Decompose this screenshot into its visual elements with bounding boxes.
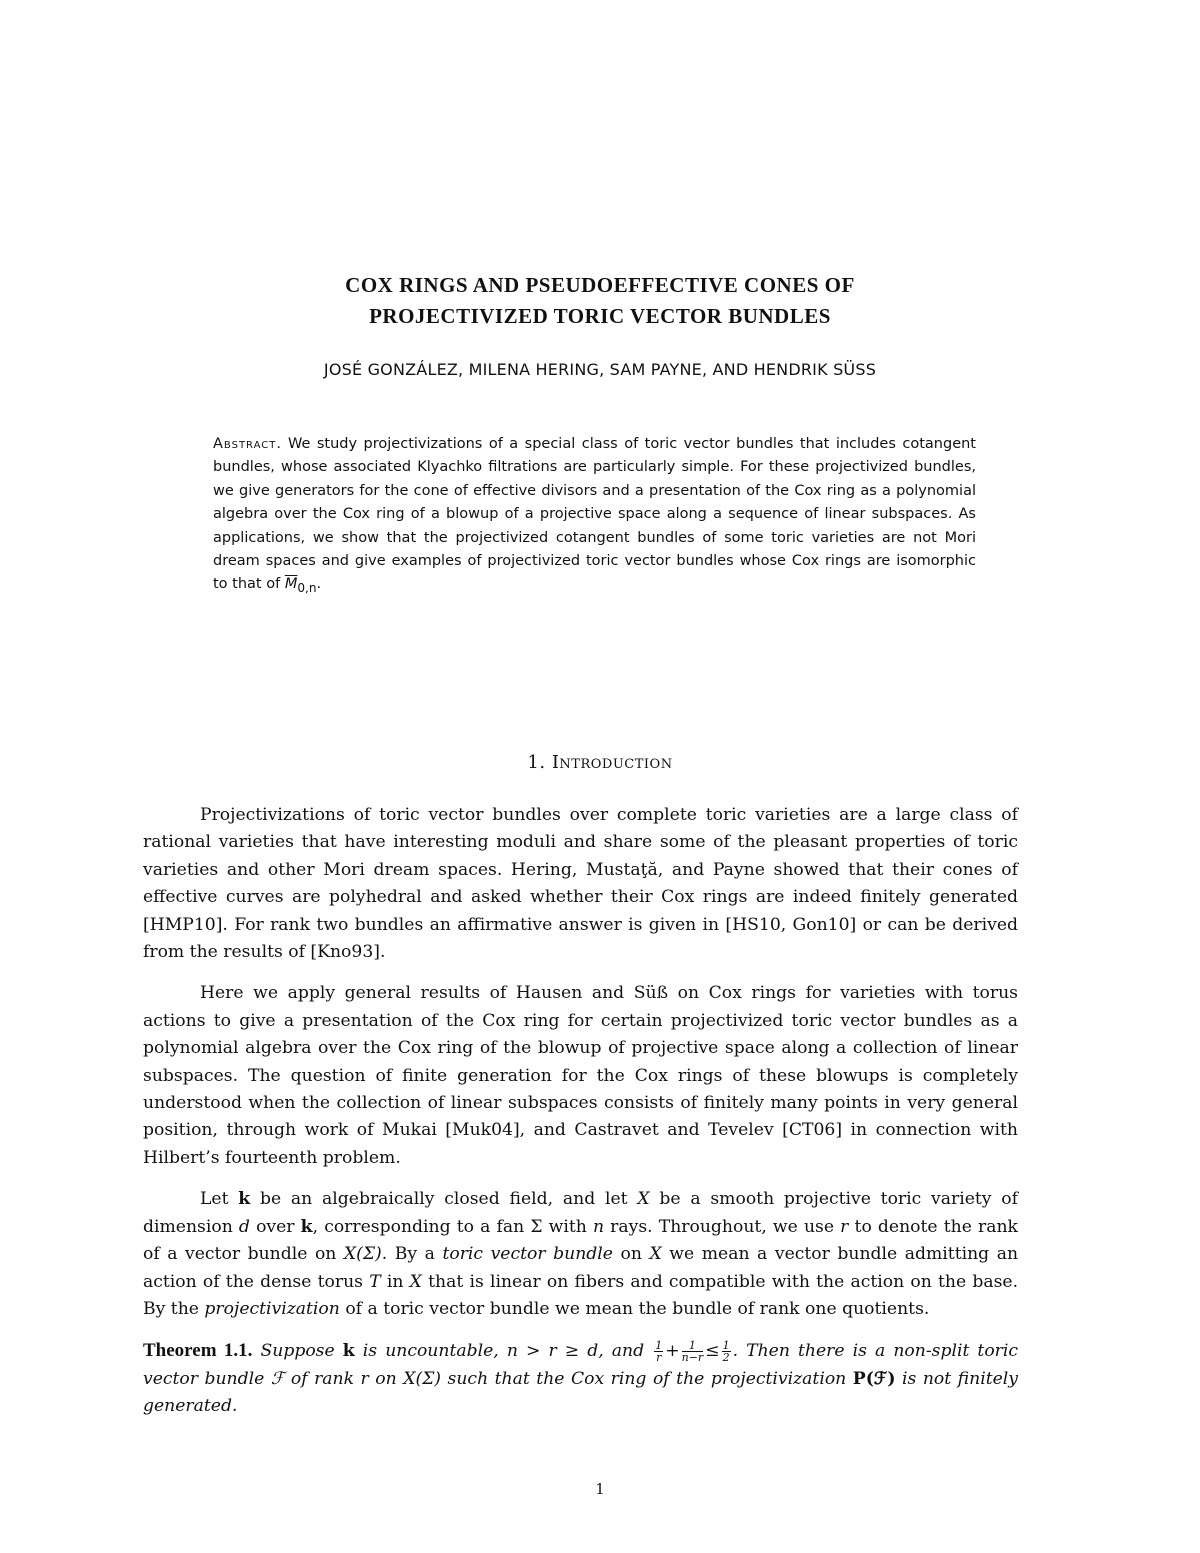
author-list: JOSÉ GONZÁLEZ, MILENA HERING, SAM PAYNE, AND HENDRIK SÜSS xyxy=(323,360,877,379)
theorem-1-1: Theorem 1.1. Suppose k is uncountable, n > r ≥ d, and $\frac{1}{r}$ + $\frac{1}{n-r}$ ≤ $\frac{1}{2}$ . Then there is a non-split toric vector bundle ℱ of rank r on X(Σ) such that the Cox ring of the projectivization P(ℱ) is not finitely generated. xyxy=(143,1339,1019,1417)
abstract xyxy=(213,433,976,601)
section-heading xyxy=(0,752,1200,773)
title-line-2: PROJECTIVIZED TORIC VECTOR BUNDLES xyxy=(369,304,831,328)
section-title: Introduction xyxy=(551,752,673,773)
abstract-end: . xyxy=(316,576,322,593)
paragraph-3: Let k be an algebraically closed field, and let X be a smooth projective toric variety of dimension d over k, corresponding to a fan Σ with n rays. Throughout, we use r to denote the rank of a vector bundle on X(Σ). By a toric vector bundle on X we mean a vector bundle admitting an action of the dense torus T in X that is linear on fibers and compatible with the action on the base. By the projectivization of a toric vector bundle we mean the bundle of rank one quotients. xyxy=(143,1189,1019,1319)
abstract-heading: Abstract. xyxy=(213,436,282,452)
paragraph-2: Here we apply general results of Hausen and Süß on Cox rings for varieties with torus actions to give a presentation of the Cox ring for certain projectivized toric vector bundles as a polynomial algebra over the Cox ring of the blowup of projective space along a collection of linear subspaces. The question of finite generation for the Cox rings of these blowups is completely understood when the collection of linear subspaces consists of finitely many points in very general position, through work of Mukai [Muk04], and Castravet and Tevelev [CT06] in connection with Hilbert’s fourteenth problem. xyxy=(143,983,1018,1168)
abstract-math-m: $\overline{M}$ xyxy=(284,576,298,593)
body-text xyxy=(143,802,1018,1435)
page-number: 1 xyxy=(595,1480,605,1498)
paper-title xyxy=(0,270,1200,332)
abstract-text: We study projectivizations of a special class of toric vector bundles that includes cotangent bundles, whose associated Klyachko filtrations are particularly simple. For these projectivized bundles, we give generators for the cone of effective divisors and a presentation of the Cox ring as a polynomial algebra over the Cox ring of a blowup of a projective space along a sequence of linear subspaces. As applications, we show that the projectivized cotangent bundles of some toric varieties are not Mori dream spaces and give examples of projectivized toric vector bundles whose Cox rings are isomorphic to that of xyxy=(213,436,976,593)
section-number: 1. xyxy=(527,752,546,773)
abstract-math-sub: 0,n xyxy=(297,581,317,596)
paragraph-1: Projectivizations of toric vector bundles over complete toric varieties are a large class of rational varieties that have interesting moduli and share some of the pleasant properties of toric varieties and other Mori dream spaces. Hering, Mustaţă, and Payne showed that their cones of effective curves are polyhedral and asked whether their Cox rings are indeed finitely generated [HMP10]. For rank two bundles an affirmative answer is given in [HS10, Gon10] or can be derived from the results of [Kno93]. xyxy=(143,805,1018,963)
title-line-1: COX RINGS AND PSEUDOEFFECTIVE CONES OF xyxy=(345,273,855,297)
fraction-1-over-r: $\frac{1}{r}$ xyxy=(655,1339,663,1365)
fraction-1-over-2: $\frac{1}{2}$ xyxy=(722,1339,730,1365)
theorem-heading: Theorem 1.1. xyxy=(143,1340,253,1362)
fraction-1-over-n-minus-r: $\frac{1}{n-r}$ xyxy=(681,1339,704,1365)
